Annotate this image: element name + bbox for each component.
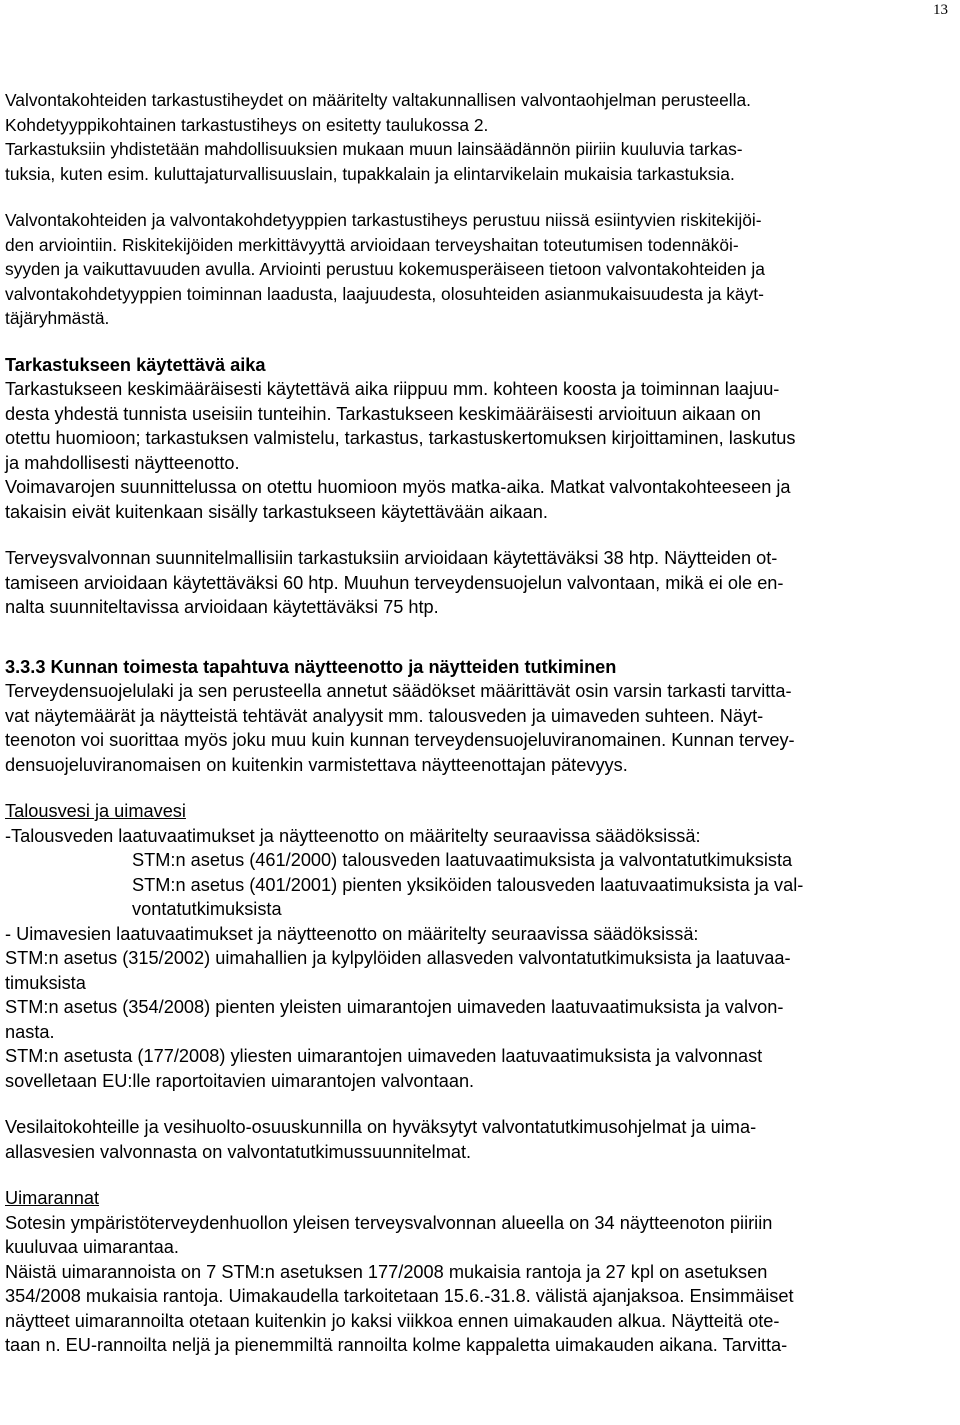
text-line: Valvontakohteiden ja valvontakohdetyyppien tarkastustiheys perustuu niissä esiintyvien riskitekijöi- xyxy=(5,210,762,230)
text-line: desta yhdestä tunnista useisiin tunteihin. Tarkastukseen keskimääräisesti arvioituun aikaan on xyxy=(5,403,761,424)
text-line: otettu huomioon; tarkastuksen valmistelu, tarkastus, tarkastuskertomuksen kirjoittaminen, laskutus xyxy=(5,428,796,448)
paragraph-water-utilities xyxy=(5,1115,950,1164)
list-item: vontatutkimuksista xyxy=(132,899,282,919)
text-line: Valvontakohteiden tarkastustiheydet on määritelty valtakunnallisen valvontaohjelman perusteella. xyxy=(5,90,751,110)
text-line: ja mahdollisesti näytteenotto. xyxy=(5,452,240,473)
text-line: tamiseen arvioidaan käytettäväksi 60 htp. Muuhun terveydensuojelun valvontaan, mikä ei ole en- xyxy=(5,572,784,593)
paragraph-working-days xyxy=(5,546,950,620)
text-line: Terveydensuojelulaki ja sen perusteella annetut säädökset määrittävät osin varsin tarkasti tarvitta- xyxy=(5,681,792,701)
text-line: valvontakohdetyyppien toiminnan laadusta, laajuudesta, olosuhteiden asianmukaisuudesta ja käyt- xyxy=(5,283,764,304)
text-line: täjäryhmästä. xyxy=(5,308,110,328)
bathing-water-regulations xyxy=(5,922,950,1094)
paragraph-risk-factors xyxy=(5,208,950,331)
page-number: 13 xyxy=(933,2,948,18)
text-line: nalta suunniteltavissa arvioidaan käytettäväksi 75 htp. xyxy=(5,597,439,617)
text-line: syyden ja vaikuttavuuden avulla. Arviointi perustuu kokemusperäiseen tietoon valvontakohteiden ja xyxy=(5,259,765,279)
text-line: 354/2008 mukaisia rantoja. Uimakaudella tarkoitetaan 15.6.-31.8. välistä ajanjaksoa. Ensimmäiset xyxy=(5,1286,794,1306)
text-line: sovelletaan EU:lle raportoitavien uimarantojen valvontaan. xyxy=(5,1070,475,1091)
text-line: Vesilaitokohteille ja vesihuolto-osuuskunnilla on hyväksytyt valvontatutkimusohjelmat ja uima- xyxy=(5,1117,757,1137)
section-heading: 3.3.3 Kunnan toimesta tapahtuva näytteenotto ja näytteiden tutkiminen xyxy=(5,656,617,677)
text-line: tuksia, kuten esim. kuluttajaturvallisuuslain, tupakkalain ja elintarvikelain mukaisia tarkastuksia. xyxy=(5,163,735,184)
list-item: STM:n asetus (461/2000) talousveden laatuvaatimuksista ja valvontatutkimuksista xyxy=(132,850,793,870)
text-line: STM:n asetus (315/2002) uimahallien ja kylpylöiden allasveden valvontatutkimuksista ja laatuvaa- xyxy=(5,948,791,968)
text-line: densuojeluviranomaisen on kuitenkin varmistettava näytteenottajan pätevyys. xyxy=(5,754,628,775)
text-line: vat näytemäärät ja näytteistä tehtävät analyysit mm. talousveden ja uimaveden suhteen. Näyt- xyxy=(5,705,764,726)
text-line: den arviointiin. Riskitekijöiden merkittävyyttä arvioidaan terveyshaitan toteutumisen todennäköi- xyxy=(5,234,739,255)
text-line: näytteet uimarannoilta otetaan kuitenkin jo kaksi viikkoa ennen uimakauden alkua. Näytteitä ote- xyxy=(5,1310,780,1331)
text-line: takaisin eivät kuitenkaan sisälly tarkastukseen käytettävään aikaan. xyxy=(5,501,548,522)
water-regulations-list xyxy=(5,848,950,922)
text-line: - Uimavesien laatuvaatimukset ja näytteenotto on määritelty seuraavissa säädöksissä: xyxy=(5,923,699,944)
text-line: Terveysvalvonnan suunnitelmallisiin tarkastuksiin arvioidaan käytettäväksi 38 htp. Näytteiden ot- xyxy=(5,548,778,568)
text-line: allasvesien valvonnasta on valvontatutkimussuunnitelmat. xyxy=(5,1141,472,1162)
water-intro: -Talousveden laatuvaatimukset ja näytteenotto on määritelty seuraavissa säädöksissä: xyxy=(5,825,701,846)
text-line: Kohdetyyppikohtainen tarkastustiheys on esitetty taulukossa 2. xyxy=(5,114,489,135)
paragraph-sampling-legislation xyxy=(5,679,950,777)
paragraph-beaches xyxy=(5,1211,950,1358)
paragraph-inspection-time xyxy=(5,377,950,524)
text-line: kuuluvaa uimarantaa. xyxy=(5,1237,179,1257)
heading-inspection-time: Tarkastukseen käytettävä aika xyxy=(5,354,266,375)
text-line: nasta. xyxy=(5,1021,55,1042)
document-body xyxy=(5,88,950,1358)
text-line: Voimavarojen suunnittelussa on otettu huomioon myös matka-aika. Matkat valvontakohteeseen ja xyxy=(5,477,791,497)
text-line: timuksista xyxy=(5,972,86,993)
text-line: Sotesin ympäristöterveydenhuollon yleisen terveysvalvonnan alueella on 34 näytteenoton piiriin xyxy=(5,1212,773,1233)
text-line: STM:n asetus (354/2008) pienten yleisten uimarantojen uimaveden laatuvaatimuksista ja valvon- xyxy=(5,997,784,1017)
text-line: STM:n asetusta (177/2008) yliesten uimarantojen uimaveden laatuvaatimuksista ja valvonnast xyxy=(5,1046,763,1066)
text-line: taan n. EU-rannoilta neljä ja pienemmiltä rannoilta kolme kappaletta uimakauden aikana. Tarvitta- xyxy=(5,1335,788,1355)
heading-beaches: Uimarannat xyxy=(5,1188,100,1208)
heading-water: Talousvesi ja uimavesi xyxy=(5,801,186,821)
text-line: Tarkastuksiin yhdistetään mahdollisuuksien mukaan muun lainsäädännön piiriin kuuluvia tarkas- xyxy=(5,139,743,159)
text-line: teenoton voi suorittaa myös joku muu kuin kunnan terveydensuojeluviranomainen. Kunnan tervey- xyxy=(5,730,795,750)
text-line: Näistä uimarannoista on 7 STM:n asetuksen 177/2008 mukaisia rantoja ja 27 kpl on asetuksen xyxy=(5,1261,768,1282)
list-item: STM:n asetus (401/2001) pienten yksiköiden talousveden laatuvaatimuksista ja val- xyxy=(132,874,804,895)
paragraph-inspection-frequency xyxy=(5,88,950,186)
text-line: Tarkastukseen keskimääräisesti käytettävä aika riippuu mm. kohteen koosta ja toiminnan laajuu- xyxy=(5,379,780,399)
